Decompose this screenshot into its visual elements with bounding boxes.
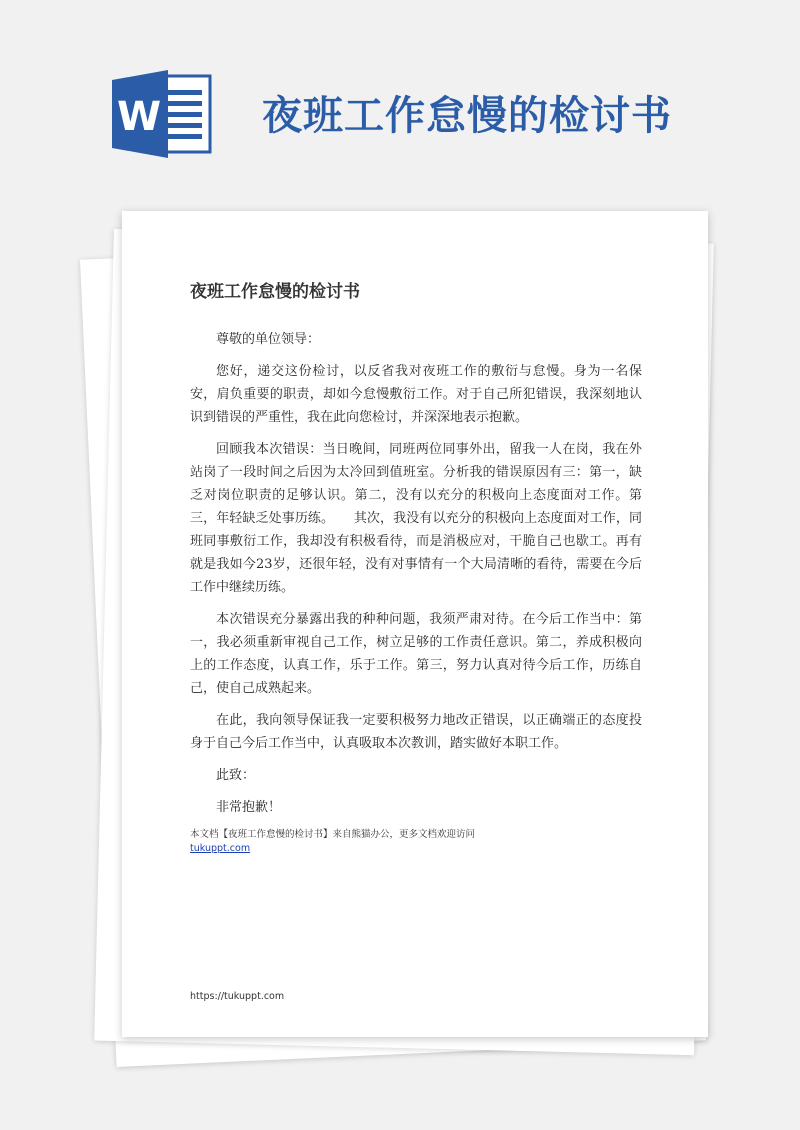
document-title: 夜班工作怠慢的检讨书 [190,282,360,302]
word-logo-line [168,101,202,106]
source-note: 本文档【夜班工作怠慢的检讨书】来自熊猫办公，更多文档欢迎访问 [190,829,476,840]
sign-off: 非常抱歉！ [216,800,282,815]
body-paragraph: 在此，我向领导保证我一定要积极努力地改正错误，以正确端正的态度投身于自己今后工作当中，认真吸取本次教训，踏实做好本职工作。 [190,713,642,751]
body-paragraph: 您好，递交这份检讨，以反省我对夜班工作的敷衍与怠慢。身为一名保安，肩负重要的职责，却如今怠慢敷衍工作。对于自己所犯错误，我深刻地认识到错误的严重性，我在此向您检讨，并深深地表示抱歉。 [190,364,642,425]
body-paragraph: 本次错误充分暴露出我的种种问题，我须严肃对待。在今后工作当中：第一，我必须重新审视自己工作，树立足够的工作责任意识。第二，养成积极向上的工作态度，认真工作，乐于工作。第三，努力认真对待今后工作，历练自己，使自己成熟起来。 [190,612,642,696]
salutation: 尊敬的单位领导： [216,332,321,347]
microsoft-word-icon [112,70,214,158]
document-body [190,278,642,856]
body-paragraph: 回顾我本次错误：当日晚间，同班两位同事外出，留我一人在岗，我在外站岗了一段时间之后因为太冷回到值班室。分析我的错误原因有三：第一，缺乏对岗位职责的足够认识。第二，没有以充分的积极向上态度面对工作。第三，年轻缺乏处事历练。 其次，我没有以充分的积极向上态度面对工作，同班同事敷衍工作，我却没有积极看待，而是消极应对，干脆自己也歇工。再有就是我如今23岁，还很年轻，没有对事情有一个大局清晰的看待，需要在今后工作中继续历练。 [190,442,642,595]
source-link[interactable]: tukuppt.com [190,843,251,854]
footer-url[interactable]: https://tukuppt.com [190,991,285,1002]
word-logo-line [168,123,202,128]
word-logo-line [168,134,202,139]
word-logo-line [168,90,202,95]
page-heading: 夜班工作怠慢的检讨书 [262,93,672,139]
word-logo-line [168,112,202,117]
word-logo-letter: W [116,94,162,140]
closing: 此致： [216,768,256,783]
